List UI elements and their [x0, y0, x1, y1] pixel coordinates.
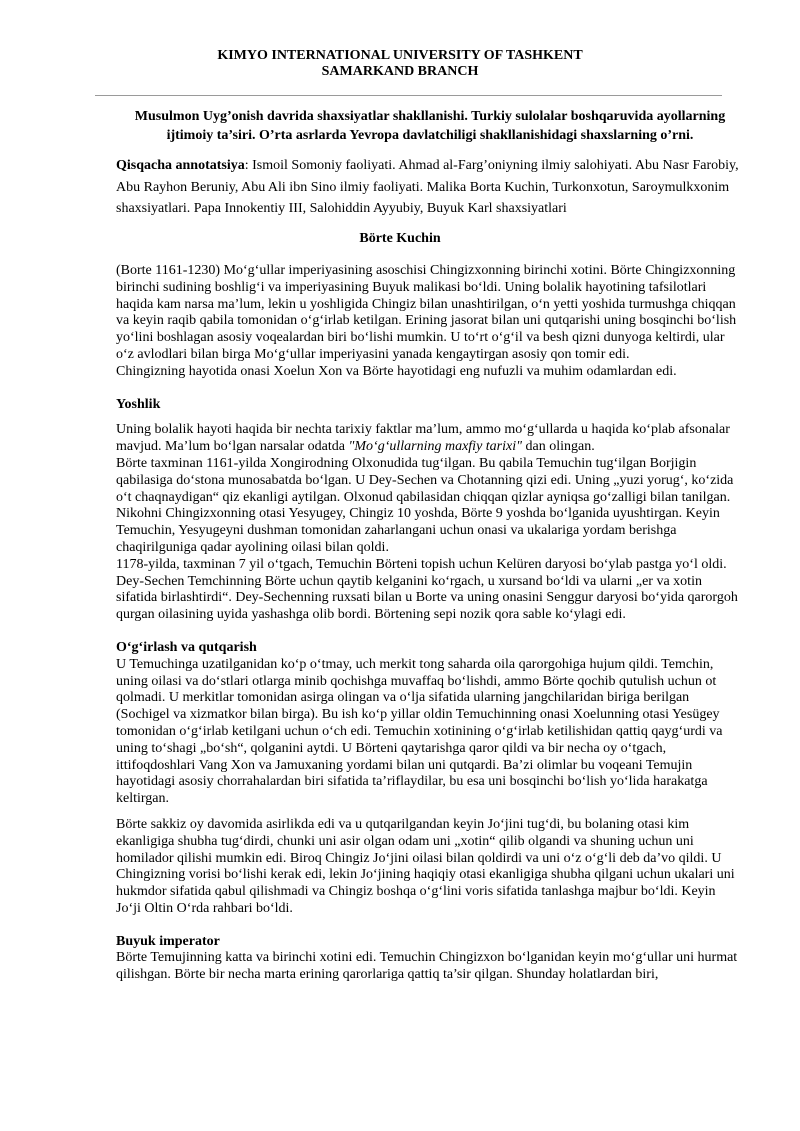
institution-name: KIMYO INTERNATIONAL UNIVERSITY OF TASHKENT [217, 48, 583, 63]
kidnap-paragraph-2: Börte sakkiz oy davomida asirlikda edi va u qutqarilgandan keyin Jo‘jini tug‘di, bu bolaning otasi kim ekanligiga shubha tug‘dirdi, chunki uni asir olgan odam uni „xotin“ qilib olgandi va shuning uchun uni homilador qilishi mumkin edi. Biroq Chingiz Jo‘jini oilasi bilan qoldirdi va uni o‘z o‘g‘li deb da’vo qildi. U Chingizning vorisi bo‘lishi kerak edi, lekin Jo‘jining haqiqiy otasi ekanligiga shubha qilgani uchun ukalari uni hukmdor sifatida qabul qilishmadi va Chingiz boshqa o‘g‘lini voris sifatida tanlashga majbur bo‘ldi. Keyin Jo‘ji Oltin O‘rda rahbari bo‘ldi. [116, 816, 735, 916]
youth-paragraph-2: Börte taxminan 1161-yilda Xongirodning Olxonudida tug‘ilgan. Bu qabila Temuchin tug‘ilgan Borjigin qabilasiga do‘stona munosabatda bo‘lgan. U Dey-Sechen va Chotanning qizi edi. Uning „yuzi yorug‘, ko‘zida o‘t chaqnaydigan“ qiz ekanligi aytilgan. Olxonud qabilasidan chiqqan qizlar ayniqsa go‘zalligi bilan tanilgan. [116, 455, 734, 505]
youth-paragraph-4: 1178-yilda, taxminan 7 yil o‘tgach, Temuchin Börteni topish uchun Kelüren daryosi bo‘ylab pastga yo‘l oldi. Dey-Sechen Temchinning Börte uchun qaytib kelganini ko‘rgach, u xursand bo‘ldi va ularni „er va xotin sifatida birlashtirdi“. Dey-Sechenning ruxsati bilan u Borte va uning onasini Senggur daryosi bo‘yida qarorgoh qurgan oilasining uyida yashashga olib bordi. Börtening sepi nozik qora sable ko‘ylagi edi. [116, 556, 738, 623]
secret-history-title: "Mo‘g‘ullarning maxfiy tarixi" [348, 439, 522, 455]
document-title: Musulmon Uyg’onish davrida shaxsiyatlar shakllanishi. Turkiy sulolalar boshqaruvida ayollarning ijtimoiy ta’siri. O’rta asrlarda Yevropa davlatchiligi shakllanishidagi shaxslarning o’rni. [134, 109, 726, 143]
kidnap-heading: O‘g‘irlash va qutqarish [116, 639, 257, 655]
empress-paragraph-1: Börte Temujinning katta va birinchi xotini edi. Temuchin Chingizxon bo‘lganidan keyin mo‘g‘ullar uni hurmat qilishgan. Börte bir necha marta erining qarorlariga qattiq ta’sir qilgan. Shunday holatlardan biri, [116, 950, 738, 983]
article-body [116, 263, 742, 984]
youth-paragraph-3: Nikohni Chingizxonning otasi Yesyugey, Chingiz 10 yoshda, Börte 9 yoshda bo‘lganida uyushtirgan. Keyin Temuchin, Yesyugeyni dushman tomonidan zaharlangani uchun onasi va ukalariga yordam berishga chaqirilguniga qadar ayolining oilasi bilan qoldi. [116, 506, 720, 555]
youth-paragraph-1 [116, 422, 742, 456]
abstract [116, 155, 742, 220]
intro-paragraph-1: (Borte 1161-1230) Mo‘g‘ullar imperiyasining asoschisi Chingizxonning birinchi xotini. Börte Chingizxonning birinchi sudining boshlig‘i va imperiyasining Buyuk malikasi bo‘ldi. Uning bolalik hayotining tafsilotlari haqida kam narsa ma’lum, lekin u yoshligida Chingiz bilan unashtirilgan, o‘n yetti yoshida turmushga chiqqan va keyin raqib qabila tomonidan o‘g‘irlab ketilgan. Erining jasorat bilan uni qutqarishi uning bosqinchi bo‘lish yo‘lini boshlagan asosiy voqealardan biri bo‘lishi mumkin. U to‘rt o‘g‘il va besh qizni dunyoga keltirdi, ular o‘z avlodlari bilan birga Mo‘g‘ullar imperiyasini yanada kengaytirgan asosiy qon tomir edi. [116, 263, 737, 362]
branch-name: SAMARKAND BRANCH [321, 64, 479, 79]
youth-heading: Yoshlik [116, 396, 161, 412]
kidnap-paragraph-1: U Temuchinga uzatilganidan ko‘p o‘tmay, uch merkit tong saharda oila qarorgohiga hujum qildi. Temchin, uning oilasi va do‘stlari otlarga minib qochishga muvaffaq bo‘lishdi, ammo Börte qochib qutulish uchun ot qolmadi. U merkitlar tomonidan asirga olingan va o‘lja sifatida ularning jangchilaridan biriga berilgan (Sochigel va xizmatkor bilan birga). Bu ish ko‘p yillar oldin Temuchinning onasi Xoelunning otasi Yesügey tomonidan o‘g‘irlab ketilgani uchun o‘ch edi. Temuchin xotinining o‘g‘irlab ketilishidan qattiq qayg‘urdi va uning to‘shagi „bo‘sh“, qolganini aytdi. U Börteni qaytarishga qaror qildi va bir necha oy o‘tgach, ittifoqdoshlari Vang Xon va Jamuxaning yordami bilan uni qutqardi. Ba’zi olimlar bu voqeani Temujin hayotidagi asosiy chorrahalardan biri sifatida ta’riflaydilar, bu esa uni bosqinchi bo‘lish yo‘lida harakatga keltirgan. [116, 656, 723, 807]
youth-p1-end: dan olingan. [522, 439, 595, 455]
institution-header [0, 48, 800, 80]
section-title: Börte Kuchin [359, 231, 441, 246]
intro-paragraph-2: Chingizning hayotida onasi Xoelun Xon va Börte hayotidagi eng nufuzli va muhim odamlardan edi. [116, 363, 677, 379]
abstract-label: Qisqacha annotatsiya [116, 158, 245, 173]
abstract-text: Ismoil Somoniy faoliyati. Ahmad al-Farg’oniyning ilmiy salohiyati. Abu Nasr Farobiy, Abu Rayhon Beruniy, Abu Ali ibn Sino ilmiy faoliyati. Malika Borta Kuchin, Turkonxotun, Saroymulkxonim shaxsiyatlari. Papa Innokentiy III, Salohiddin Ayyubiy, Buyuk Karl shaxsiyatlari [116, 158, 739, 216]
empress-heading: Buyuk imperator [116, 933, 220, 949]
abstract-separator: : [244, 158, 253, 173]
youth-p1-text: Uning bolalik hayoti haqida bir nechta tarixiy faktlar ma’lum, ammo mo‘g‘ullarda u haqida ko‘plab afsonalar mavjud. Ma’lum bo‘lgan narsalar odatda [116, 422, 730, 455]
header-divider [95, 95, 722, 96]
